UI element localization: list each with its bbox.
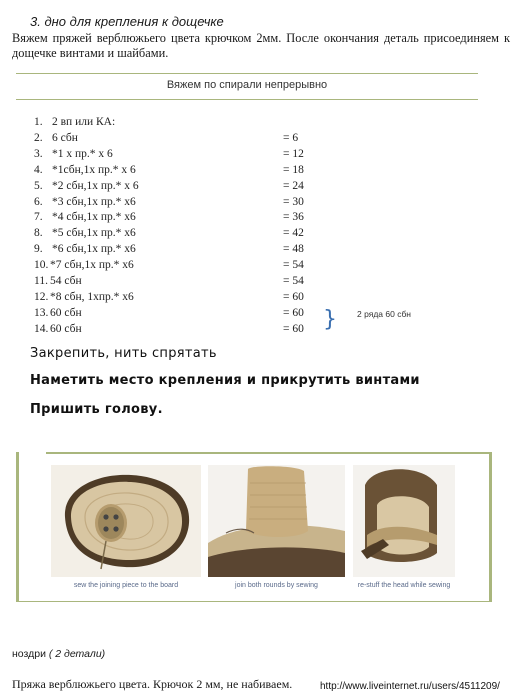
round-total: = 18	[283, 163, 304, 176]
photo-knitted-body	[208, 465, 345, 589]
round-instruction: *2 сбн,1х пр.* х 6	[52, 179, 139, 192]
nostrils-subtitle: ( 2 детали)	[48, 648, 106, 660]
photo-caption: re-stuff the head while sewing	[357, 582, 451, 589]
round-instruction: *1 х пр.* х 6	[52, 147, 113, 160]
round-total: = 24	[283, 179, 304, 192]
round-total: = 60	[283, 290, 304, 303]
round-total: = 6	[283, 131, 299, 144]
round-instruction: *1сбн,1х пр.* х 6	[52, 163, 136, 176]
instruction-banner	[16, 73, 478, 100]
round-total: = 12	[283, 147, 304, 160]
round-instruction: *5 сбн,1х пр.* х6	[52, 227, 136, 240]
round-instruction: 60 сбн	[50, 306, 82, 319]
nostrils-title-text: ноздри	[12, 648, 46, 660]
round-number: 3.	[34, 147, 43, 160]
round-instruction: 60 сбн	[50, 322, 82, 335]
step-sew-head: Пришить голову.	[30, 402, 163, 417]
knitted-body-icon	[208, 465, 345, 577]
round-instruction: *4 сбн,1х пр.* х6	[52, 211, 136, 224]
round-number: 7.	[34, 211, 43, 224]
brace-icon: }	[323, 307, 337, 332]
wood-slice-icon	[51, 465, 201, 577]
round-instruction: 6 сбн	[52, 131, 78, 144]
round-number: 13.	[34, 306, 49, 319]
round-number: 11.	[34, 275, 48, 287]
watermark-url: http://www.liveinternet.ru/users/4511209/	[320, 681, 500, 692]
round-number: 10.	[34, 259, 49, 272]
strip-left-rule	[16, 452, 19, 602]
round-instruction: *3 сбн,1х пр.* х6	[52, 195, 136, 208]
round-instruction: *7 сбн,1х пр.* х6	[50, 259, 134, 272]
round-number: 6.	[34, 195, 43, 208]
round-total: = 30	[283, 195, 304, 208]
round-instruction: *6 сбн,1х пр.* х6	[52, 243, 136, 256]
strip-bottom-rule	[16, 601, 492, 603]
photo-knitted-figure	[353, 465, 455, 589]
round-total: = 60	[283, 306, 304, 319]
round-number: 9.	[34, 243, 43, 256]
round-number: 14.	[34, 322, 49, 335]
nostrils-title	[12, 648, 105, 660]
round-total: = 42	[283, 227, 304, 240]
round-number: 8.	[34, 227, 43, 240]
nostrils-text: Пряжа верблюжьего цвета. Крючок 2 мм, не набиваем.	[12, 677, 293, 691]
brace-note: 2 ряда 60 сбн	[357, 309, 412, 319]
round-number: 1.	[34, 116, 43, 128]
round-total: = 48	[283, 243, 304, 256]
round-instruction: 2 вп или КА:	[52, 116, 116, 128]
round-number: 5.	[34, 179, 43, 192]
section-intro: Вяжем пряжей верблюжьего цвета крючком 2мм. После окончания деталь присоединяем к дощечке винтами и шайбами.	[12, 31, 510, 60]
strip-top-rule	[46, 452, 492, 454]
round-total: = 54	[283, 275, 304, 287]
round-number: 4.	[34, 163, 43, 176]
knitted-figure-icon	[353, 465, 455, 577]
round-total: = 60	[283, 322, 304, 335]
strip-right-rule	[489, 452, 492, 602]
round-total: = 54	[283, 259, 304, 272]
round-number: 2.	[34, 131, 43, 144]
round-total: = 36	[283, 211, 304, 224]
photo-strip	[16, 452, 492, 602]
step-mark-and-screw: Наметить место крепления и прикрутить винтами	[30, 373, 420, 388]
round-instruction: 54 сбн	[50, 275, 82, 287]
step-fasten: Закрепить, нить спрятать	[30, 346, 217, 361]
photo-wood-slice	[51, 465, 201, 589]
photo-caption: join both rounds by sewing	[235, 582, 318, 589]
round-number: 12.	[34, 290, 49, 303]
photo-caption: sew the joining piece to the board	[73, 582, 179, 589]
banner-text: Вяжем по спирали непрерывно	[166, 79, 328, 91]
section-heading: 3. дно для крепления к дощечке	[30, 14, 224, 29]
round-instruction: *8 сбн, 1хпр.* х6	[50, 290, 134, 303]
